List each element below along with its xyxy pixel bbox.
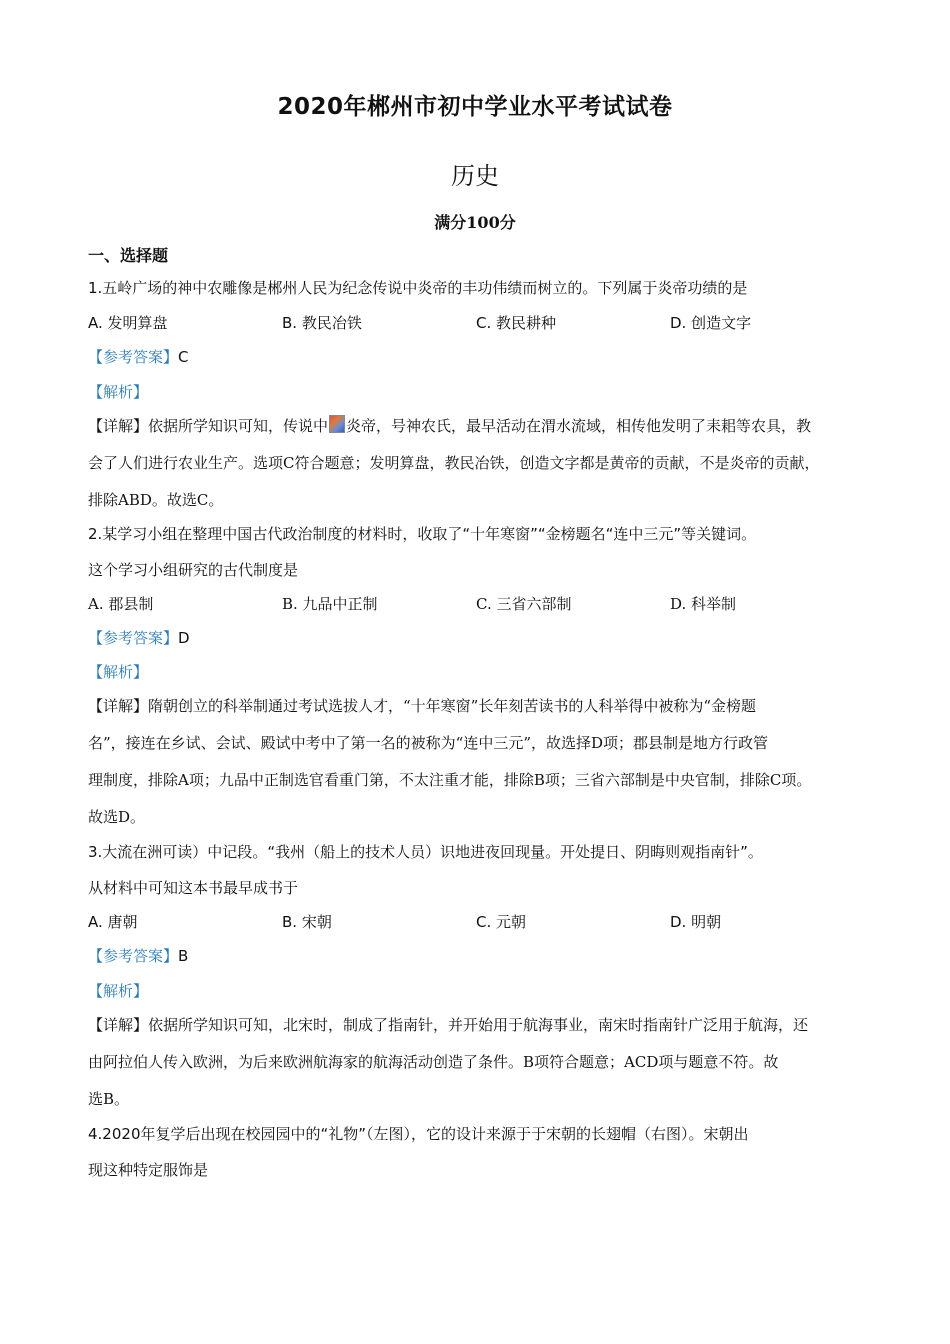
detail-text: 隋朝创立的科举制通过考试选拔人才，“十年寒窗”长年刻苦读书的人科举得中被称为“金榜题 — [148, 697, 757, 715]
question-3-analysis-label: 【解析】 — [88, 982, 149, 1000]
exam-title: 2020年郴州市初中学业水平考试试卷 — [277, 94, 673, 120]
answer-label: 【参考答案】 — [88, 629, 179, 647]
question-3-stem-line-1: 3.大流在洲可读）中记段。“我州（船上的技术人员）识地进夜回现量。开处提日、阴晦则观指南针”。 — [88, 843, 763, 861]
question-2-option-b: B. 九品中正制 — [282, 595, 378, 613]
detail-text: 依据所学知识可知，北宋时，制成了指南针，并开始用于航海事业，南宋时指南针广泛用于航海，还 — [148, 1016, 809, 1034]
question-1-analysis-label: 【解析】 — [88, 383, 149, 401]
question-1-detail-line-3: 排除ABD。故选C。 — [88, 491, 224, 509]
answer-label: 【参考答案】 — [88, 947, 179, 965]
section-heading: 一、选择题 — [88, 246, 169, 265]
question-2-detail-line-1 — [88, 696, 756, 716]
detail-label: 【详解】 — [88, 1016, 149, 1034]
answer-value: B — [178, 947, 189, 965]
question-2-stem-line-1: 2.某学习小组在整理中国古代政治制度的材料时，收取了“十年寒窗”“金榜题名“连中三元”等关键词。 — [88, 525, 757, 543]
question-1-answer — [88, 347, 189, 367]
question-3-option-b: B. 宋朝 — [282, 913, 332, 931]
question-1-detail-line-2: 会了人们进行农业生产。选项C符合题意；发明算盘，教民冶铁，创造文字都是黄帝的贡献，不是炎帝的贡献， — [88, 454, 820, 472]
question-3-option-c: C. 元朝 — [476, 913, 527, 931]
question-4-stem-line-2: 现这种特定服饰是 — [88, 1161, 209, 1179]
question-2-detail-line-2: 名”，接连在乡试、会试、殿试中考中了第一名的被称为“连中三元”，故选择D项；郡县制是地方行政管 — [88, 734, 769, 752]
question-3-stem-line-2: 从材料中可知这本书最早成书于 — [88, 879, 299, 897]
answer-value: D — [178, 629, 190, 647]
question-1-option-d: D. 创造文字 — [670, 314, 752, 332]
detail-label: 【详解】 — [88, 697, 149, 715]
question-2-option-a: A. 郡县制 — [88, 595, 154, 613]
score-line: 满分100分 — [434, 213, 516, 232]
question-2-analysis-label: 【解析】 — [88, 663, 149, 681]
detail-text: 依据所学知识可知，传说中 — [148, 417, 329, 435]
question-4-stem-line-1: 4.2020年复学后出现在校园园中的“礼物”（左图），它的设计来源于于宋朝的长翅帽（右图）。宋朝出 — [88, 1125, 749, 1143]
question-2-answer — [88, 628, 190, 648]
question-3-detail-line-2: 由阿拉伯人传入欧洲，为后来欧洲航海家的航海活动创造了条件。B项符合题意；ACD项与题意不符。故 — [88, 1053, 779, 1071]
question-3-detail-line-1 — [88, 1015, 808, 1035]
answer-value: C — [178, 348, 189, 366]
question-1-option-c: C. 教民耕种 — [476, 314, 557, 332]
detail-label: 【详解】 — [88, 417, 149, 435]
question-2-stem-line-2: 这个学习小组研究的古代制度是 — [88, 561, 299, 579]
question-2-detail-line-3: 理制度，排除A项；九品中正制选官看重门第，不太注重才能，排除B项；三省六部制是中央官制，排除C项。 — [88, 771, 812, 789]
question-3-detail-line-3: 选B。 — [88, 1090, 130, 1108]
question-1-detail-line-1 — [88, 415, 811, 436]
question-2-option-d: D. 科举制 — [670, 595, 737, 613]
question-2-option-c: C. 三省六部制 — [476, 595, 572, 613]
question-3-option-d: D. 明朝 — [670, 913, 722, 931]
inline-image-icon — [329, 415, 345, 433]
question-1-option-b: B. 教民冶铁 — [282, 314, 362, 332]
question-1-stem: 1.五岭广场的神中农雕像是郴州人民为纪念传说中炎帝的丰功伟绩而树立的。下列属于炎帝功绩的是 — [88, 279, 748, 297]
question-3-option-a: A. 唐朝 — [88, 913, 138, 931]
detail-text: 炎帝，号神农氏，最早活动在渭水流域，相传他发明了耒耜等农具，教 — [346, 417, 812, 435]
question-2-detail-line-4: 故选D。 — [88, 808, 146, 826]
subject-title: 历史 — [451, 162, 499, 190]
question-3-answer — [88, 946, 188, 966]
question-1-option-a: A. 发明算盘 — [88, 314, 168, 332]
answer-label: 【参考答案】 — [88, 348, 179, 366]
